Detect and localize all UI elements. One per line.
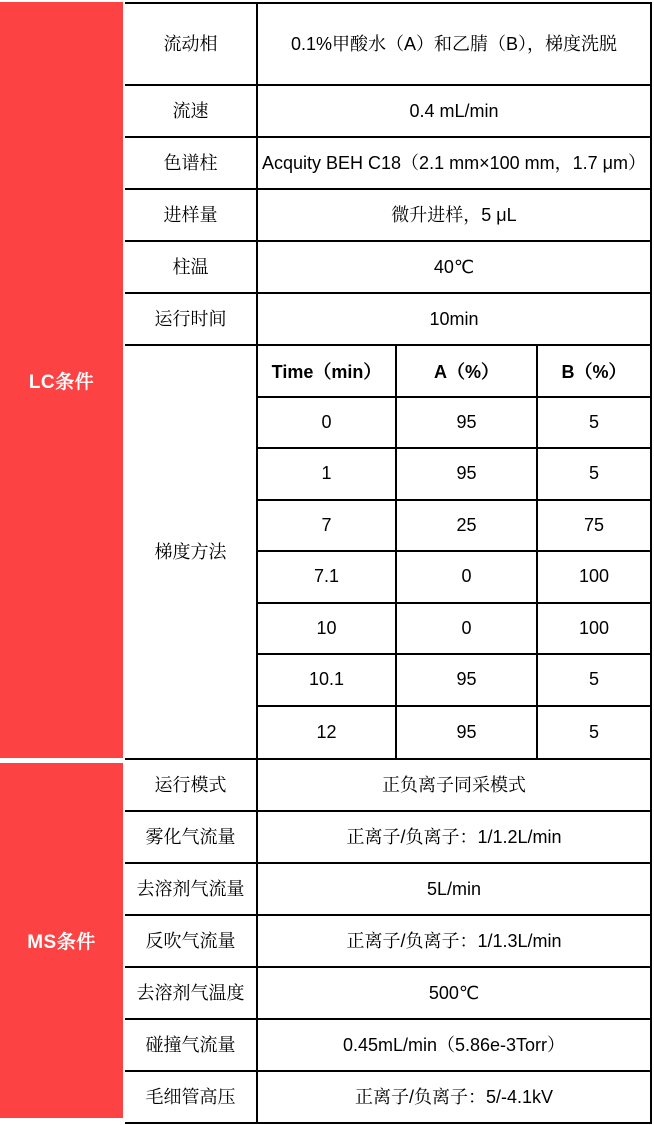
gradient-a-cell: 95 <box>397 449 538 499</box>
gradient-row <box>258 398 650 450</box>
condition-label: 流速 <box>125 86 258 136</box>
condition-label: 毛细管高压 <box>125 1072 258 1122</box>
table-row-mobile-phase <box>125 4 650 86</box>
gradient-time-cell: 1 <box>258 449 397 499</box>
table-row-desolvation-temp <box>125 968 650 1020</box>
condition-label: 去溶剂气温度 <box>125 968 258 1018</box>
condition-value: 500℃ <box>428 982 480 1003</box>
condition-value: 正负离子同采模式 <box>382 774 526 795</box>
gradient-time-cell: 10 <box>258 604 397 654</box>
condition-label: 流动相 <box>125 4 258 84</box>
gradient-header-a: A（%） <box>397 346 538 396</box>
gradient-a-cell: 95 <box>397 398 538 448</box>
gradient-row <box>258 604 650 656</box>
table-row-injection-volume <box>125 190 650 242</box>
gradient-row <box>258 449 650 501</box>
condition-value: 正离子/负离子：1/1.2L/min <box>346 826 562 847</box>
gradient-row <box>258 707 650 759</box>
table-row-nebulizing-gas <box>125 812 650 864</box>
condition-label: 柱温 <box>125 242 258 292</box>
gradient-a-cell: 0 <box>397 604 538 654</box>
gradient-a-cell: 95 <box>397 707 538 759</box>
table-row-capillary-voltage <box>125 1072 650 1124</box>
ms-section-title: MS条件 <box>27 932 96 953</box>
gradient-b-cell: 5 <box>588 669 599 690</box>
condition-value: 40℃ <box>433 256 475 277</box>
gradient-header-b: B（%） <box>561 361 627 382</box>
gradient-time-cell: 10.1 <box>258 655 397 705</box>
condition-label: 梯度方法 <box>125 346 258 758</box>
table-row-column-temp <box>125 242 650 294</box>
gradient-b-cell: 5 <box>588 463 599 484</box>
condition-value: 5L/min <box>426 878 482 899</box>
table-row-collision-gas <box>125 1020 650 1072</box>
gradient-b-cell: 5 <box>588 411 599 432</box>
table-row-blowback-gas <box>125 916 650 968</box>
table-row-gradient-method <box>125 346 650 760</box>
gradient-b-cell: 5 <box>588 721 599 742</box>
table-row-run-time <box>125 294 650 346</box>
table-row-desolvation-gas <box>125 864 650 916</box>
condition-value: 微升进样，5 μL <box>391 204 517 225</box>
gradient-a-cell: 0 <box>397 552 538 602</box>
condition-label: 去溶剂气流量 <box>125 864 258 914</box>
gradient-time-cell: 0 <box>258 398 397 448</box>
gradient-time-cell: 12 <box>258 707 397 759</box>
condition-label: 进样量 <box>125 190 258 240</box>
condition-label: 碰撞气流量 <box>125 1020 258 1070</box>
gradient-b-cell: 100 <box>578 617 610 638</box>
lc-section-title: LC条件 <box>28 371 95 393</box>
condition-value: 0.1%甲酸水（A）和乙腈（B），梯度洗脱 <box>290 33 618 54</box>
gradient-header-row <box>258 346 650 398</box>
gradient-row <box>258 552 650 604</box>
gradient-b-cell: 100 <box>578 566 610 587</box>
ms-section-header <box>0 763 123 1118</box>
condition-value: Acquity BEH C18（2.1 mm×100 mm，1.7 μm） <box>262 152 646 173</box>
condition-value: 0.4 mL/min <box>409 100 499 121</box>
table-row-column <box>125 138 650 190</box>
conditions-table <box>125 2 652 1124</box>
condition-value: 10min <box>429 308 479 329</box>
gradient-header-time: Time（min） <box>258 346 397 396</box>
gradient-table <box>258 346 650 758</box>
condition-label: 雾化气流量 <box>125 812 258 862</box>
condition-value: 0.45mL/min（5.86e-3Torr） <box>342 1034 566 1055</box>
condition-label: 反吹气流量 <box>125 916 258 966</box>
table-row-flow-rate <box>125 86 650 138</box>
gradient-b-cell: 75 <box>583 514 605 535</box>
gradient-row <box>258 501 650 553</box>
lc-section-header <box>0 2 123 758</box>
condition-value: 正离子/负离子：5/-4.1kV <box>354 1086 554 1107</box>
condition-value: 正离子/负离子：1/1.3L/min <box>346 930 562 951</box>
gradient-a-cell: 25 <box>397 501 538 551</box>
gradient-time-cell: 7 <box>258 501 397 551</box>
condition-label: 运行模式 <box>125 760 258 810</box>
gradient-row <box>258 655 650 707</box>
table-row-run-mode <box>125 760 650 812</box>
condition-label: 色谱柱 <box>125 138 258 188</box>
gradient-time-cell: 7.1 <box>258 552 397 602</box>
gradient-a-cell: 95 <box>397 655 538 705</box>
condition-label: 运行时间 <box>125 294 258 344</box>
